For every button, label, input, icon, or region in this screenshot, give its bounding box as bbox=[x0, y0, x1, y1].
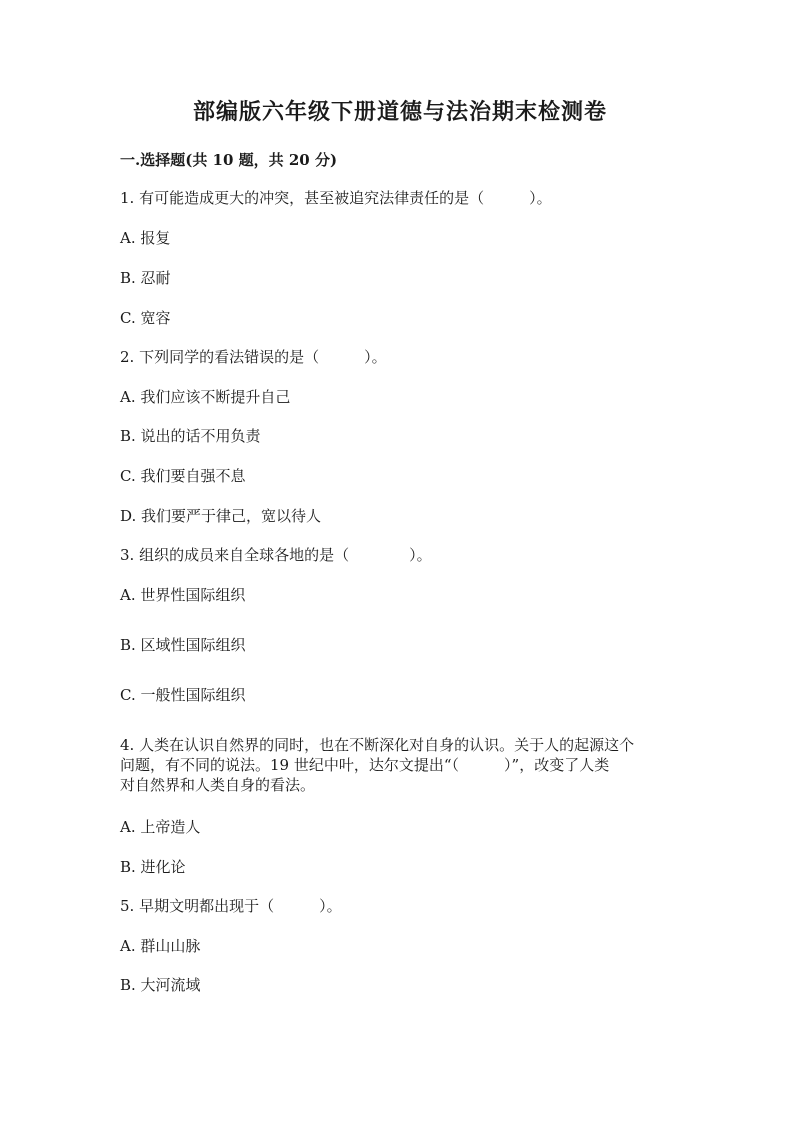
question-2-option-b[interactable]: B. 说出的话不用负责 bbox=[120, 427, 261, 445]
question-4-option-a[interactable]: A. 上帝造人 bbox=[120, 818, 201, 836]
question-1-stem: 1. 有可能造成更大的冲突，甚至被追究法律责任的是（ ）。 bbox=[120, 189, 552, 207]
question-4-stem bbox=[120, 735, 685, 795]
question-1-option-c[interactable]: C. 宽容 bbox=[120, 309, 171, 327]
section-heading: 一.选择题(共 10 题，共 20 分) bbox=[120, 151, 338, 169]
question-2-option-a[interactable]: A. 我们应该不断提升自己 bbox=[120, 388, 291, 406]
question-4-stem-line-2: 问题，有不同的说法。19 世纪中叶，达尔文提出“（ ）”，改变了人类 bbox=[120, 756, 610, 774]
question-1-option-b[interactable]: B. 忍耐 bbox=[120, 269, 171, 287]
question-1-option-a[interactable]: A. 报复 bbox=[120, 229, 171, 247]
question-4-option-b[interactable]: B. 进化论 bbox=[120, 858, 186, 876]
question-4-stem-line-1: 4. 人类在认识自然界的同时，也在不断深化对自身的认识。关于人的起源这个 bbox=[120, 736, 635, 754]
question-4-stem-line-3: 对自然界和人类自身的看法。 bbox=[120, 776, 316, 794]
question-5-stem: 5. 早期文明都出现于（ ）。 bbox=[120, 897, 342, 915]
question-3-option-c[interactable]: C. 一般性国际组织 bbox=[120, 686, 246, 704]
question-2-option-c[interactable]: C. 我们要自强不息 bbox=[120, 467, 246, 485]
question-5-option-a[interactable]: A. 群山山脉 bbox=[120, 937, 201, 955]
question-3-option-b[interactable]: B. 区域性国际组织 bbox=[120, 636, 246, 654]
question-3-stem: 3. 组织的成员来自全球各地的是（ ）。 bbox=[120, 546, 432, 564]
question-2-option-d[interactable]: D. 我们要严于律己，宽以待人 bbox=[120, 507, 322, 525]
question-3-option-a[interactable]: A. 世界性国际组织 bbox=[120, 586, 246, 604]
question-5-option-b[interactable]: B. 大河流域 bbox=[120, 976, 201, 994]
page-title: 部编版六年级下册道德与法治期末检测卷 bbox=[192, 99, 607, 125]
question-2-stem: 2. 下列同学的看法错误的是（ ）。 bbox=[120, 348, 387, 366]
